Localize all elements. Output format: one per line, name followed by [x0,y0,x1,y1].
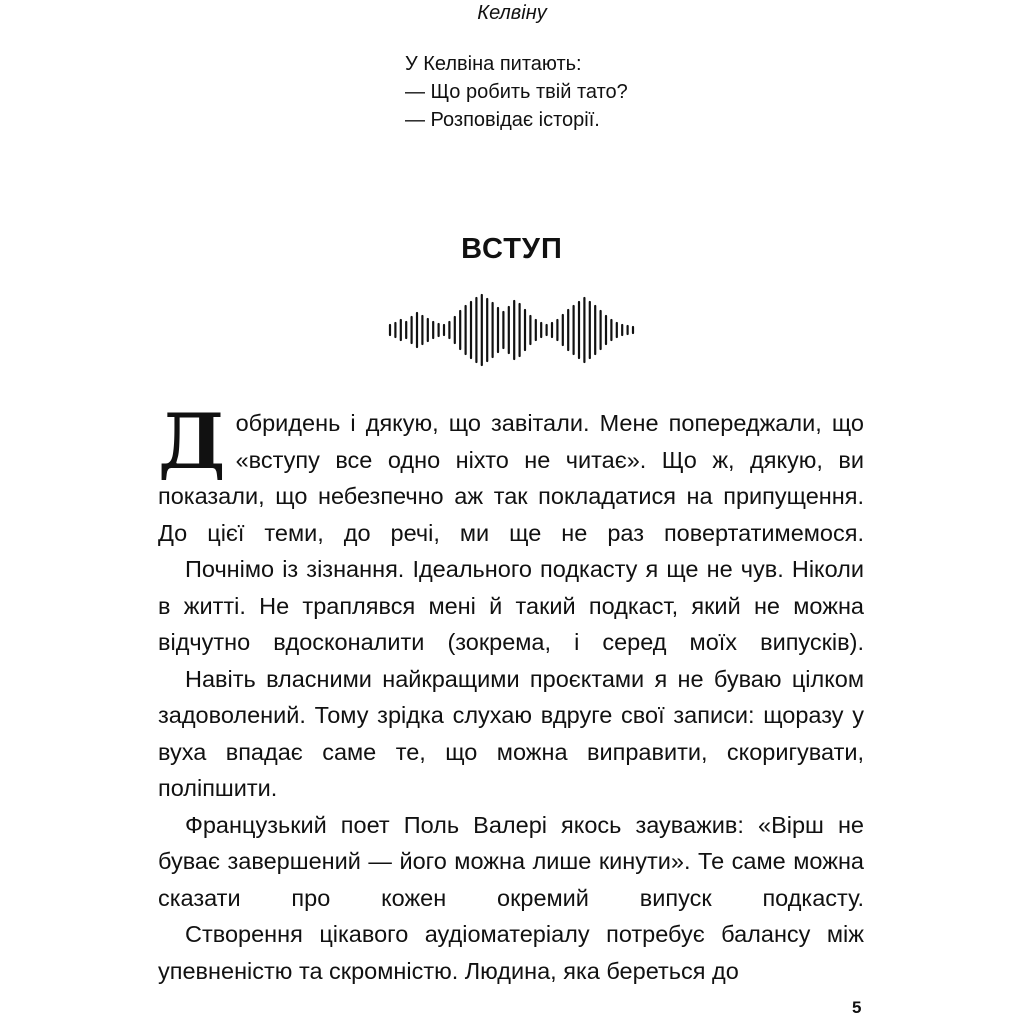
epigraph-line: — Розповідає історії. [405,109,600,131]
page-number: 5 [852,998,862,1017]
paragraph: Створення цікавого аудіоматеріалу потребує балансу між упевненістю та скромністю. Людина, яка береться до [158,921,864,984]
body-text [158,397,864,989]
chapter-title: ВСТУП [461,233,563,265]
dedication: Келвіну [477,2,547,24]
paragraph: Французький поет Поль Валері якось зауважив: «Вірш не буває завершений — його можна лише кинути». Те саме можна сказати про кожен окремий випуск подкасту. [158,811,864,911]
paragraph: Навіть власними найкращими проєктами я не буваю цілком задоволений. Тому зрідка слухаю вдруге свої записи: щоразу у вуха впадає саме те, що можна виправити, скоригувати, поліпшити. [158,665,864,801]
drop-cap: Д [158,397,226,486]
epigraph-line: У Келвіна питають: [405,53,582,75]
sound-wave-icon [384,292,640,368]
epigraph [405,50,628,134]
paragraph [158,397,864,551]
paragraph-text: обридень і дякую, що завітали. Мене попереджали, що «вступу все одно ніхто не читає». Що ж, дякую, ви показали, що небезпечно аж так покладатися на припущення. До цієї теми, до речі, ми ще не раз повертатимемося. [158,410,864,546]
epigraph-line: — Що робить твій тато? [405,81,628,103]
paragraph: Почнімо із зізнання. Ідеального подкасту я ще не чув. Ніколи в житті. Не траплявся мені й такий подкаст, який не можна відчутно вдосконалити (зокрема, і серед моїх випусків). [158,556,864,655]
